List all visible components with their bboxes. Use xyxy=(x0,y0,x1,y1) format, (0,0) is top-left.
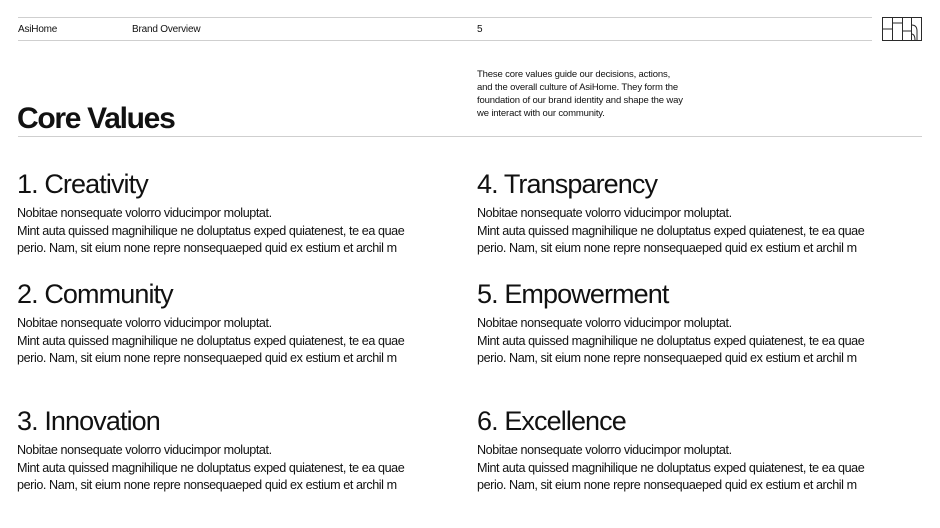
intro-line: foundation of our brand identity and shape the way xyxy=(477,95,683,106)
core-value-description xyxy=(17,205,457,258)
description-line: Nobitae nonsequate volorro viducimpor moluptat. xyxy=(477,316,732,330)
core-value-creativity xyxy=(17,168,457,258)
description-line: Mint auta quissed magnihilique ne doluptatus exped quiatenest, te ea quae xyxy=(477,460,865,475)
description-line: perio. Nam, sit eium none repre nonsequaeped quid ex estium et archil m xyxy=(477,478,857,492)
core-value-excellence xyxy=(477,405,917,495)
header-brand-name: AsiHome xyxy=(18,24,58,35)
title-divider xyxy=(18,136,922,137)
core-value-description xyxy=(477,205,917,258)
page-number: 5 xyxy=(477,24,483,35)
description-line: perio. Nam, sit eium none repre nonsequaeped quid ex estium et archil m xyxy=(17,241,397,255)
core-value-title: 2. Community xyxy=(17,279,173,309)
intro-line: we interact with our community. xyxy=(477,108,605,119)
description-line: Nobitae nonsequate volorro viducimpor moluptat. xyxy=(17,206,272,220)
asihome-monogram-icon xyxy=(882,17,922,41)
core-value-description xyxy=(477,442,917,495)
core-value-title: 1. Creativity xyxy=(17,169,148,199)
core-value-title: 4. Transparency xyxy=(477,169,658,199)
core-value-title: 3. Innovation xyxy=(17,406,160,436)
core-value-description xyxy=(477,315,917,368)
intro-paragraph xyxy=(477,68,692,120)
description-line: Nobitae nonsequate volorro viducimpor moluptat. xyxy=(17,443,272,457)
description-line: Nobitae nonsequate volorro viducimpor moluptat. xyxy=(17,316,272,330)
header-section-name: Brand Overview xyxy=(132,24,201,35)
description-line: perio. Nam, sit eium none repre nonsequaeped quid ex estium et archil m xyxy=(17,478,397,492)
description-line: Mint auta quissed magnihilique ne doluptatus exped quiatenest, te ea quae xyxy=(17,333,405,348)
description-line: perio. Nam, sit eium none repre nonsequaeped quid ex estium et archil m xyxy=(477,241,857,255)
description-line: perio. Nam, sit eium none repre nonsequaeped quid ex estium et archil m xyxy=(17,351,397,365)
description-line: Mint auta quissed magnihilique ne doluptatus exped quiatenest, te ea quae xyxy=(17,223,405,238)
core-value-community xyxy=(17,278,457,368)
description-line: Mint auta quissed magnihilique ne doluptatus exped quiatenest, te ea quae xyxy=(17,460,405,475)
description-line: Nobitae nonsequate volorro viducimpor moluptat. xyxy=(477,206,732,220)
header-top-rule xyxy=(18,17,872,18)
core-value-description xyxy=(17,315,457,368)
description-line: Mint auta quissed magnihilique ne doluptatus exped quiatenest, te ea quae xyxy=(477,333,865,348)
core-value-title: 5. Empowerment xyxy=(477,279,669,309)
core-value-title: 6. Excellence xyxy=(477,406,626,436)
core-value-innovation xyxy=(17,405,457,495)
intro-line: and the overall culture of AsiHome. They form the xyxy=(477,82,679,93)
core-value-description xyxy=(17,442,457,495)
intro-line: These core values guide our decisions, actions, xyxy=(477,69,671,80)
description-line: Mint auta quissed magnihilique ne doluptatus exped quiatenest, te ea quae xyxy=(477,223,865,238)
core-value-empowerment xyxy=(477,278,917,368)
page-title: Core Values xyxy=(17,102,175,135)
description-line: Nobitae nonsequate volorro viducimpor moluptat. xyxy=(477,443,732,457)
header-bottom-rule xyxy=(18,40,872,41)
description-line: perio. Nam, sit eium none repre nonsequaeped quid ex estium et archil m xyxy=(477,351,857,365)
core-value-transparency xyxy=(477,168,917,258)
